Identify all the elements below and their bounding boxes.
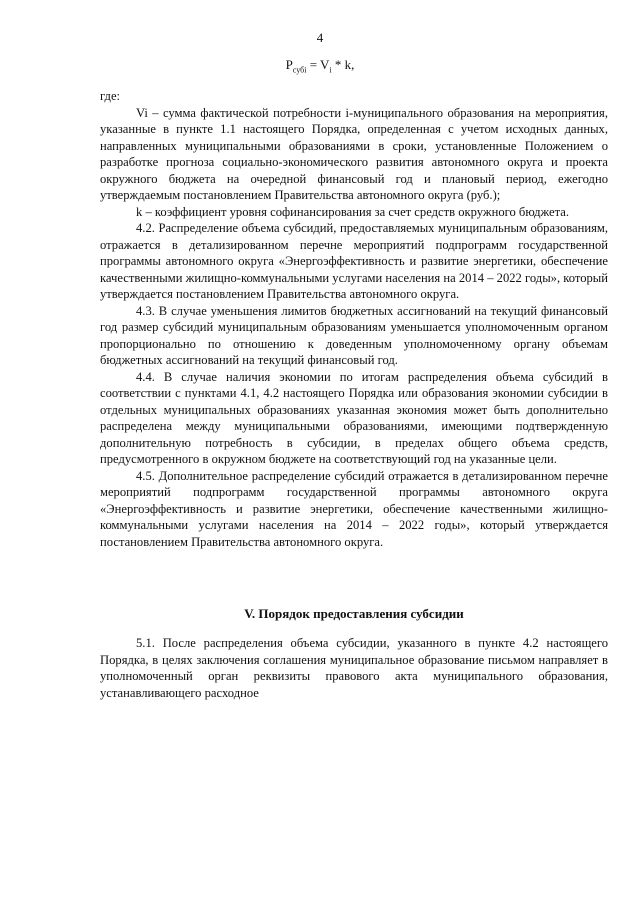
paragraph-4-4: 4.4. В случае наличия экономии по итогам распределения объема субсидий в соответствии с пунктами 4.1, 4.2 настоящего Порядка или образования экономии субсидии в отдельных муниципальных образованиях указанная экономия может быть дополнительно распределена между муниципальными образованиями, имеющими подтвержденную дополнительную потребность в субсидии, в пределах общего объема средств, предусмотренного в окружном бюджете на соответствующий год на указанные цели. xyxy=(100,369,608,466)
formula-lhs: P xyxy=(285,57,293,72)
paragraph-4-3: 4.3. В случае уменьшения лимитов бюджетных ассигнований на текущий финансовый год размер субсидий муниципальным образованиям уменьшается уполномоченным органом пропорционально по отношению к доведенным уполномоченному органу объемам бюджетных ассигнований на текущий финансовый год. xyxy=(100,303,608,367)
formula-tail: * k, xyxy=(331,57,355,72)
paragraph-5-1: 5.1. После распределения объема субсидии, указанного в пункте 4.2 настоящего Порядка, в целях заключения соглашения муниципальное образование письмом направляет в уполномоченный орган реквизиты правового акта муниципального образования, устанавливающего расходное xyxy=(100,636,608,700)
definitions-block xyxy=(100,88,608,550)
page-number: 4 xyxy=(316,30,324,45)
formula-rhs: = V xyxy=(309,57,330,72)
formula-rhs-subscript: i xyxy=(329,65,332,75)
formula-lhs-subscript: субi xyxy=(292,65,307,75)
paragraph-4-5: 4.5. Дополнительное распределение субсидий отражается в детализированном перечне мероприятий подпрограмм государственной программы автономного округа «Энергоэффективность и развитие энергетики, обеспечение качественными жилищно-коммунальными услугами населения на 2014 – 2022 годы», который утверждается постановлением Правительства автономного округа. xyxy=(100,468,608,549)
where-label: где: xyxy=(100,89,121,103)
definition-v: Vi – сумма фактической потребности i-муниципального образования на мероприятия, указанные в пункте 1.1 настоящего Порядка, определенная с учетом исходных данных, направленных муниципальными образованиями в сроки, установленные Положением о разработке прогноза социально-экономического развития автономного округа и проекта окружного бюджета на очередной финансовый год и плановый период, ежегодно утверждаемым постановлением Правительства автономного округа (руб.); xyxy=(100,105,608,202)
section-heading: V. Порядок предоставления субсидии xyxy=(244,606,464,621)
paragraph-4-2: 4.2. Распределение объема субсидий, предоставляемых муниципальным образованиям, отражается в детализированном перечне мероприятий подпрограмм государственной программы автономного округа «Энергоэффективность и развитие энергетики, обеспечение качественными жилищно-коммунальными услугами населения на 2014 – 2022 годы», который утверждается постановлением Правительства автономного округа. xyxy=(100,221,608,301)
section-5-body xyxy=(100,635,608,701)
subsidy-formula xyxy=(0,57,640,75)
definition-k: k – коэффициент уровня софинансирования за счет средств окружного бюджета. xyxy=(136,204,570,219)
